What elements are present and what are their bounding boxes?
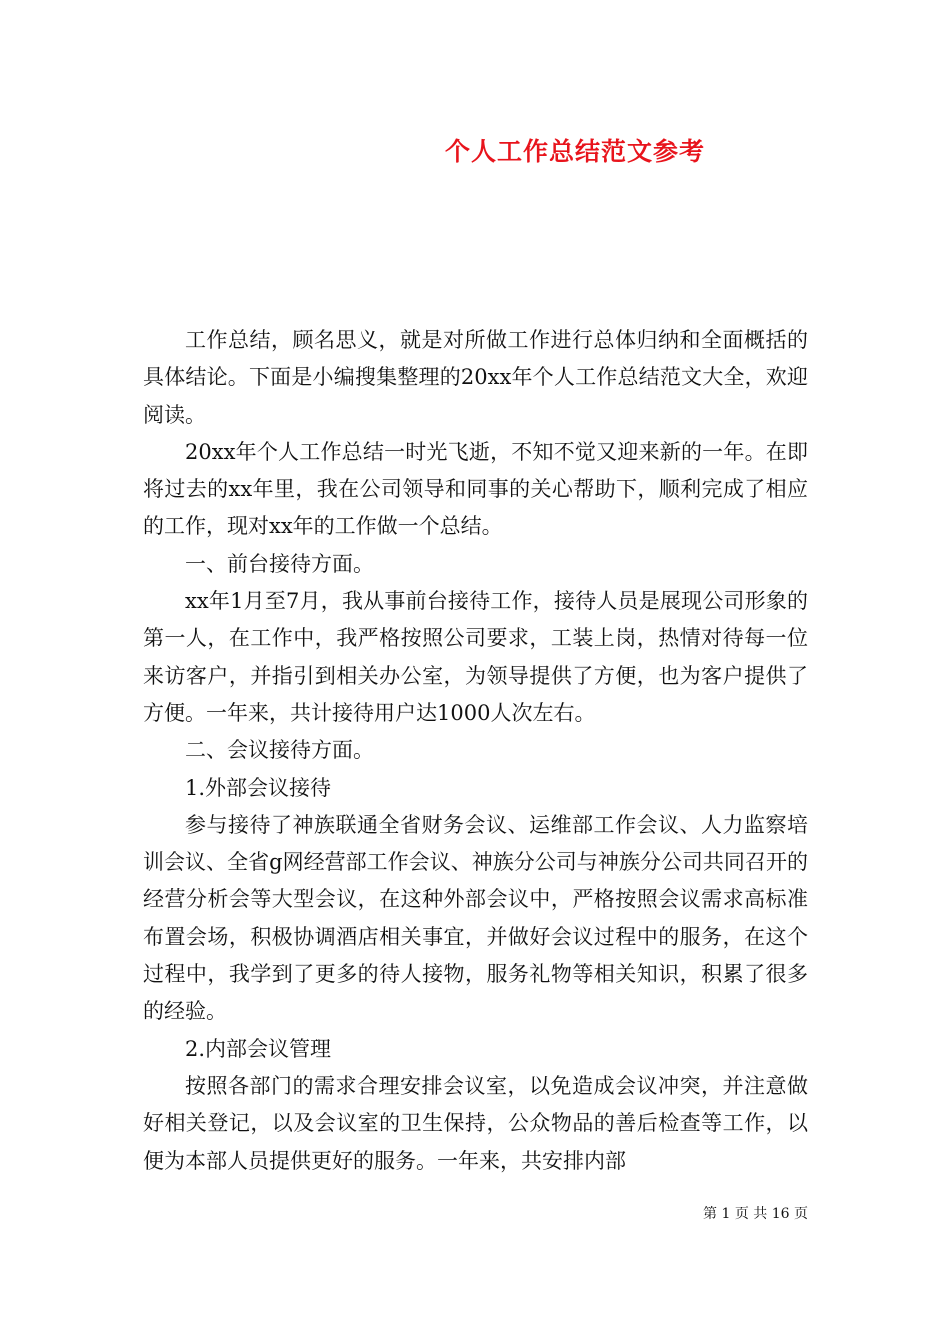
subheading-internal-meetings: 2.内部会议管理 <box>185 1036 332 1061</box>
document-body <box>143 322 808 1180</box>
page-number-footer: 第 1 页 共 16 页 <box>703 1206 808 1222</box>
section-heading-reception: 一、前台接待方面。 <box>185 551 374 576</box>
paragraph-summary-opening: 20xx年个人工作总结一时光飞逝，不知不觉又迎来新的一年。在即将过去的xx年里，我在公司领导和同事的关心帮助下，顺利完成了相应的工作，现对xx年的工作做一个总结。 <box>143 439 808 539</box>
paragraph-external-meetings: 参与接待了神族联通全省财务会议、运维部工作会议、人力监察培训会议、全省g网经营部工作会议、神族分公司与神族分公司共同召开的经营分析会等大型会议，在这种外部会议中，严格按照会议需求高标准布置会场，积极协调酒店相关事宜，并做好会议过程中的服务，在这个过程中，我学到了更多的待人接物，服务礼物等相关知识，积累了很多的经验。 <box>143 812 808 1024</box>
subheading-external-meetings: 1.外部会议接待 <box>185 775 332 800</box>
document-title: 个人工作总结范文参考 <box>444 137 705 166</box>
section-heading-meetings: 二、会议接待方面。 <box>185 738 374 763</box>
paragraph-reception: xx年1月至7月，我从事前台接待工作，接待人员是展现公司形象的第一人，在工作中，我严格按照公司要求，工装上岗，热情对待每一位来访客户，并指引到相关办公室，为领导提供了方便，也为客户提供了方便。一年来，共计接待用户达1000人次左右。 <box>143 589 808 725</box>
paragraph-intro: 工作总结，顾名思义，就是对所做工作进行总体归纳和全面概括的具体结论。下面是小编搜集整理的20xx年个人工作总结范文大全，欢迎阅读。 <box>143 328 808 427</box>
paragraph-internal-meetings: 按照各部门的需求合理安排会议室，以免造成会议冲突，并注意做好相关登记，以及会议室的卫生保持，公众物品的善后检查等工作，以便为本部人员提供更好的服务。一年来，共安排内部 <box>143 1073 808 1173</box>
